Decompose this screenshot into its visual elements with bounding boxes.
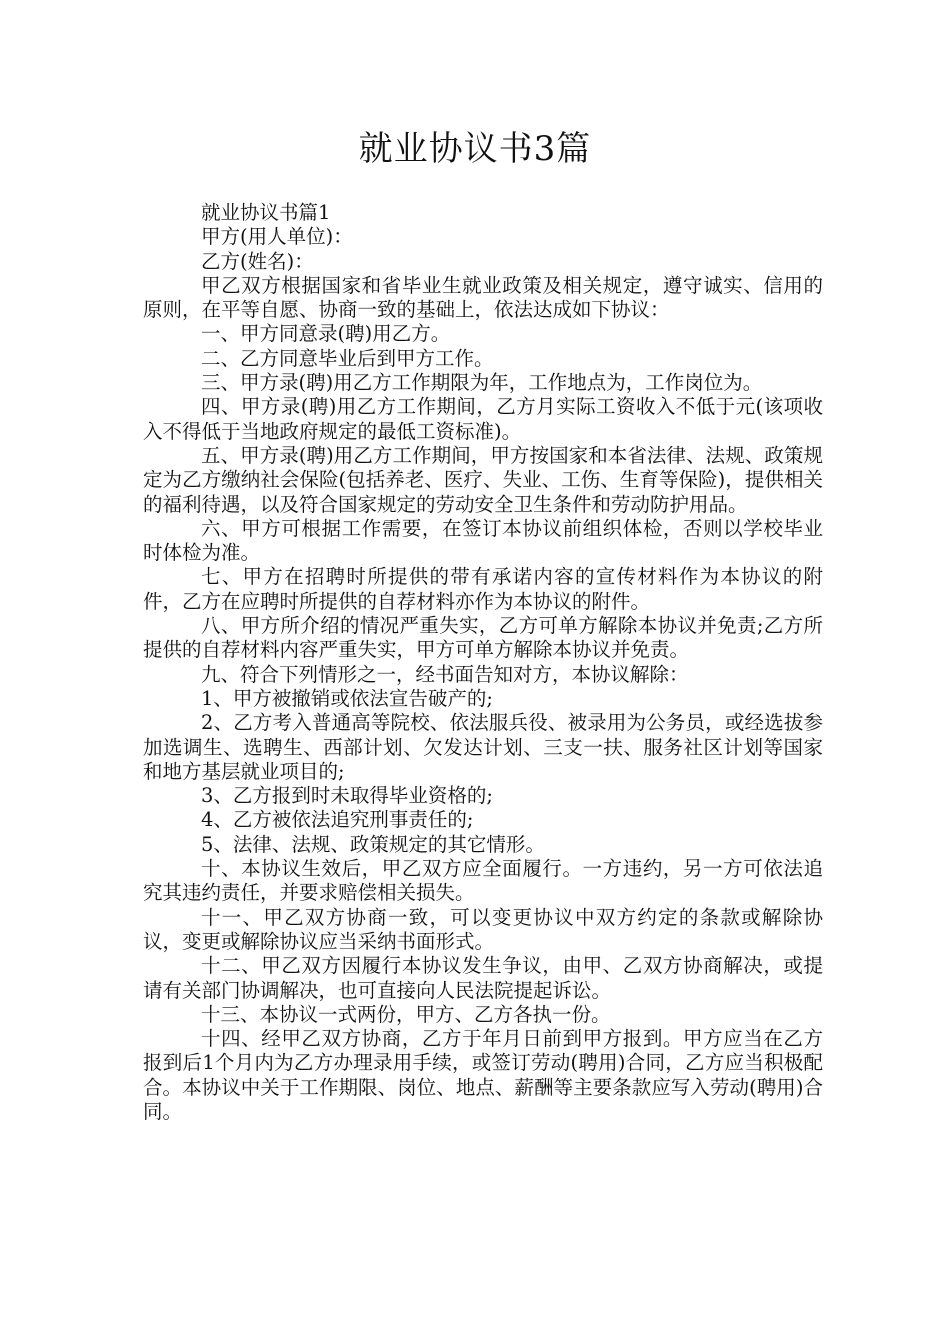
paragraph: 一、甲方同意录(聘)用乙方。 (201, 322, 451, 346)
paragraph: 四、甲方录(聘)用乙方工作期间，乙方月实际工资收入不低于元(该项收入不得低于当地政府规定的最低工资标准)。 (143, 395, 823, 443)
paragraph: 就业协议书篇1 (201, 201, 331, 224)
document-body (143, 201, 823, 1124)
paragraph: 十四、经甲乙双方协商，乙方于年月日前到甲方报到。甲方应当在乙方报到后1个月内为乙方办理录用手续，或签订劳动(聘用)合同，乙方应当积极配合。本协议中关于工作期限、岗位、地点、薪酬等主要条款应写入劳动(聘用)合同。 (143, 1027, 823, 1123)
paragraph: 十二、甲乙双方因履行本协议发生争议，由甲、乙双方协商解决，或提请有关部门协调解决，也可直接向人民法院提起诉讼。 (143, 954, 823, 1002)
paragraph: 九、符合下列情形之一，经书面告知对方，本协议解除： (201, 662, 689, 686)
paragraph: 4、乙方被依法追究刑事责任的; (201, 808, 474, 832)
paragraph: 十、本协议生效后，甲乙双方应全面履行。一方违约，另一方可依法追究其违约责任，并要求赔偿相关损失。 (143, 857, 823, 905)
paragraph: 十一、甲乙双方协商一致，可以变更协议中双方约定的条款或解除协议，变更或解除协议应当采纳书面形式。 (143, 905, 823, 953)
paragraph: 甲乙双方根据国家和省毕业生就业政策及相关规定，遵守诚实、信用的原则，在平等自愿、协商一致的基础上，依法达成如下协议： (143, 273, 823, 322)
paragraph: 七、甲方在招聘时所提供的带有承诺内容的宣传材料作为本协议的附件，乙方在应聘时所提供的自荐材料亦作为本协议的附件。 (143, 565, 823, 613)
paragraph: 十三、本协议一式两份，甲方、乙方各执一份。 (201, 1002, 611, 1026)
paragraph: 八、甲方所介绍的情况严重失实，乙方可单方解除本协议并免责;乙方所提供的自荐材料内容严重失实，甲方可单方解除本协议并免责。 (143, 614, 823, 662)
paragraph: 六、甲方可根据工作需要，在签订本协议前组织体检，否则以学校毕业时体检为准。 (143, 516, 823, 565)
paragraph: 乙方(姓名)： (201, 249, 314, 273)
paragraph: 1、甲方被撤销或依法宣告破产的; (201, 686, 493, 710)
paragraph: 2、乙方考入普通高等院校、依法服兵役、被录用为公务员，或经选拔参加选调生、选聘生、西部计划、欠发达计划、三支一扶、服务社区计划等国家和地方基层就业项目的; (143, 711, 823, 783)
paragraph: 甲方(用人单位)： (201, 225, 353, 249)
paragraph: 三、甲方录(聘)用乙方工作期限为年，工作地点为，工作岗位为。 (201, 371, 763, 395)
document-title: 就业协议书3篇 (358, 129, 592, 169)
paragraph: 5、法律、法规、政策规定的其它情形。 (201, 832, 545, 856)
paragraph: 3、乙方报到时未取得毕业资格的; (201, 784, 493, 808)
paragraph: 二、乙方同意毕业后到甲方工作。 (201, 346, 494, 370)
paragraph: 五、甲方录(聘)用乙方工作期间，甲方按国家和本省法律、法规、政策规定为乙方缴纳社会保险(包括养老、医疗、失业、工伤、生育等保险)，提供相关的福利待遇，以及符合国家规定的劳动安全卫生条件和劳动防护用品。 (143, 443, 823, 516)
